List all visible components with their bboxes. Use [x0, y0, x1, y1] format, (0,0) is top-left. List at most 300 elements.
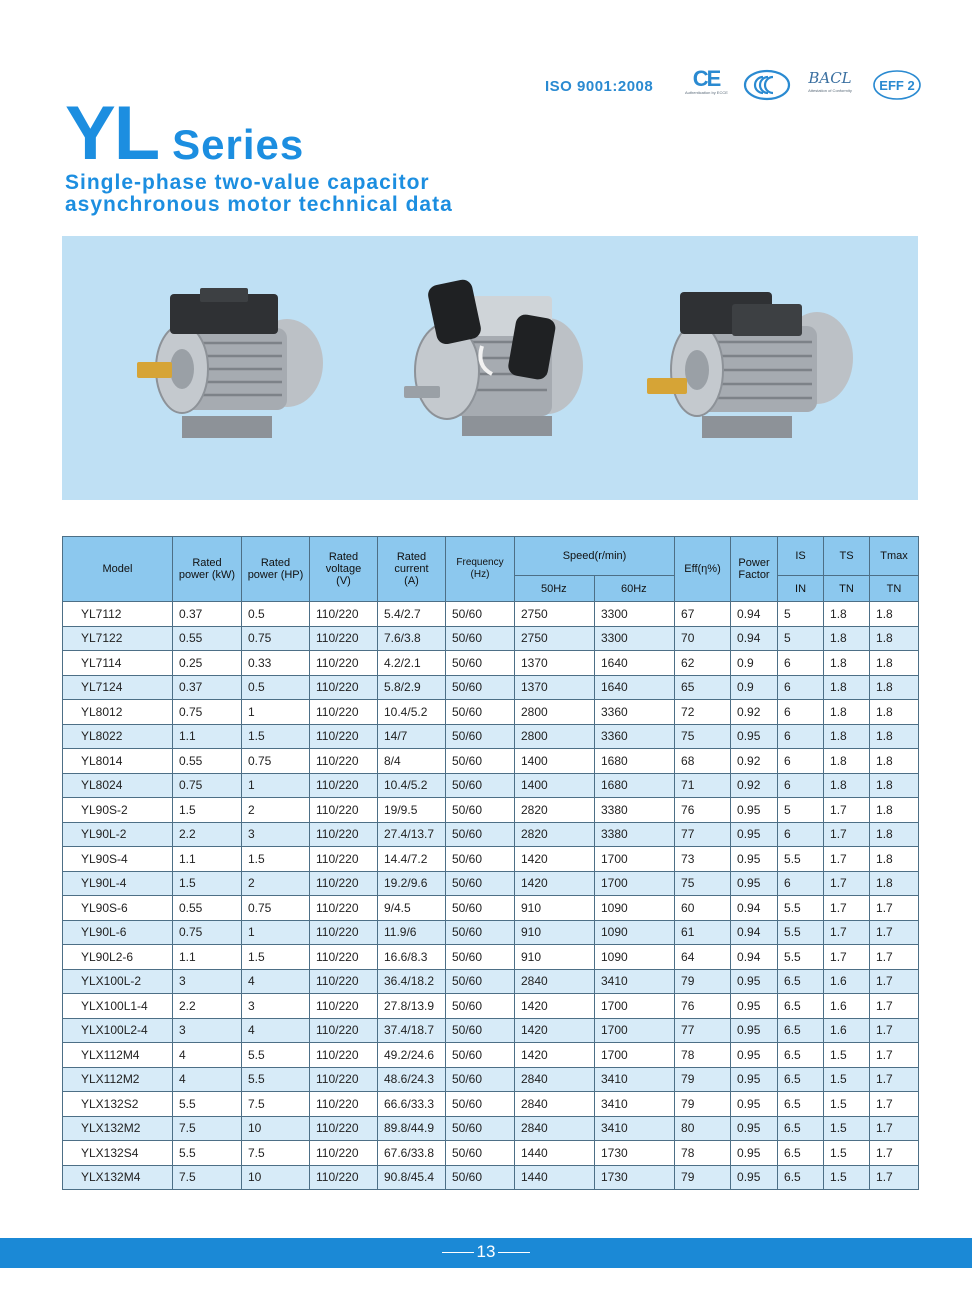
table-cell: 0.92 [731, 700, 778, 725]
table-cell: 50/60 [446, 749, 515, 774]
table-cell: 110/220 [310, 1165, 378, 1190]
table-cell: 0.95 [731, 994, 778, 1019]
header-current-line2: current [394, 563, 429, 575]
table-cell: 5 [778, 798, 824, 823]
table-cell: 1.8 [870, 847, 919, 872]
table-cell: 2840 [515, 969, 595, 994]
table-cell: 1700 [595, 1018, 675, 1043]
table-cell: 0.37 [173, 602, 242, 627]
bacl-logo [795, 68, 865, 93]
table-cell: 1.8 [824, 651, 870, 676]
table-cell: 6 [778, 822, 824, 847]
table-cell: 50/60 [446, 920, 515, 945]
table-cell: 6.5 [778, 1043, 824, 1068]
header-power-hp-line2: power (HP) [247, 569, 304, 581]
table-cell: 3360 [595, 700, 675, 725]
table-cell: 7.5 [242, 1092, 310, 1117]
page-number-line-left [442, 1252, 474, 1253]
table-cell: 50/60 [446, 1165, 515, 1190]
table-cell: YL7124 [63, 675, 173, 700]
table-cell: 910 [515, 896, 595, 921]
table-cell: 50/60 [446, 994, 515, 1019]
table-cell: 50/60 [446, 1043, 515, 1068]
table-cell: 2820 [515, 822, 595, 847]
table-cell: 3410 [595, 969, 675, 994]
header-current-line3: (A) [404, 575, 419, 587]
table-cell: YL90L-2 [63, 822, 173, 847]
table-cell: 0.94 [731, 945, 778, 970]
table-cell: 68 [675, 749, 731, 774]
page-subtitle [65, 172, 453, 216]
table-cell: 78 [675, 1141, 731, 1166]
table-cell: 2800 [515, 700, 595, 725]
table-cell: 0.37 [173, 675, 242, 700]
table-cell: YL7112 [63, 602, 173, 627]
table-cell: 6 [778, 724, 824, 749]
table-cell: 2800 [515, 724, 595, 749]
table-cell: 27.8/13.9 [378, 994, 446, 1019]
table-cell: 1.5 [824, 1092, 870, 1117]
header-ts-tn: TN [824, 576, 870, 602]
table-cell: 1.8 [870, 822, 919, 847]
table-cell: 1 [242, 920, 310, 945]
header-power-hp-line1: Rated [260, 557, 291, 569]
iso-label: ISO 9001:2008 [545, 78, 654, 95]
table-cell: 76 [675, 994, 731, 1019]
table-cell: 110/220 [310, 871, 378, 896]
table-cell: 110/220 [310, 1116, 378, 1141]
table-cell: 75 [675, 724, 731, 749]
table-cell: 6.5 [778, 994, 824, 1019]
table-cell: 10 [242, 1165, 310, 1190]
header-speed-50hz: 50Hz [515, 576, 595, 602]
header-frequency-line2: (Hz) [470, 569, 490, 580]
table-cell: 3 [173, 969, 242, 994]
table-cell: 110/220 [310, 798, 378, 823]
table-cell: 1.7 [824, 920, 870, 945]
table-row [63, 700, 919, 725]
table-cell: 6.5 [778, 1116, 824, 1141]
header-tmax-tn: TN [870, 576, 919, 602]
motor-image-3 [642, 288, 857, 453]
table-cell: 3 [242, 822, 310, 847]
table-cell: 1420 [515, 1018, 595, 1043]
table-row [63, 871, 919, 896]
table-cell: 110/220 [310, 994, 378, 1019]
table-cell: 1440 [515, 1141, 595, 1166]
table-cell: 1.8 [870, 724, 919, 749]
table-cell: 0.5 [242, 675, 310, 700]
table-cell: 4.2/2.1 [378, 651, 446, 676]
table-cell: 2 [242, 798, 310, 823]
ce-caption: Authentication by ECCE [685, 90, 728, 95]
table-cell: 65 [675, 675, 731, 700]
table-cell: 1680 [595, 773, 675, 798]
table-cell: 0.94 [731, 896, 778, 921]
table-cell: 50/60 [446, 1092, 515, 1117]
subtitle-line-1: Single-phase two-value capacitor [65, 171, 430, 194]
table-cell: 1.7 [824, 847, 870, 872]
table-cell: 4 [173, 1067, 242, 1092]
table-cell: 50/60 [446, 822, 515, 847]
table-cell: 1.5 [824, 1116, 870, 1141]
table-cell: 50/60 [446, 1116, 515, 1141]
table-cell: 1.8 [824, 700, 870, 725]
table-cell: YL8024 [63, 773, 173, 798]
header-is: IS [778, 537, 824, 576]
table-cell: 5.5 [173, 1141, 242, 1166]
table-cell: 1.8 [824, 773, 870, 798]
table-cell: 50/60 [446, 1141, 515, 1166]
table-cell: 1.5 [242, 724, 310, 749]
table-cell: 1.7 [824, 945, 870, 970]
table-cell: 5.5 [778, 920, 824, 945]
table-cell: 0.92 [731, 773, 778, 798]
table-cell: YLX112M2 [63, 1067, 173, 1092]
table-cell: 77 [675, 822, 731, 847]
table-cell: 0.25 [173, 651, 242, 676]
table-cell: YLX100L2-4 [63, 1018, 173, 1043]
table-cell: 2750 [515, 626, 595, 651]
table-cell: 1730 [595, 1165, 675, 1190]
header-voltage-line3: (V) [336, 575, 351, 587]
table-cell: 3380 [595, 822, 675, 847]
table-cell: 80 [675, 1116, 731, 1141]
table-cell: 71 [675, 773, 731, 798]
table-cell: 1400 [515, 749, 595, 774]
table-cell: 1.5 [824, 1067, 870, 1092]
table-row [63, 1018, 919, 1043]
header-voltage [310, 537, 378, 602]
table-cell: 5.4/2.7 [378, 602, 446, 627]
header-current-line1: Rated [396, 551, 427, 563]
table-cell: YLX132M4 [63, 1165, 173, 1190]
table-cell: 78 [675, 1043, 731, 1068]
table-row [63, 651, 919, 676]
table-cell: 1.5 [173, 871, 242, 896]
table-cell: 1.6 [824, 969, 870, 994]
table-cell: 110/220 [310, 1018, 378, 1043]
table-cell: 1.7 [870, 1165, 919, 1190]
table-row [63, 626, 919, 651]
table-row [63, 749, 919, 774]
table-cell: 1420 [515, 1043, 595, 1068]
table-cell: 1420 [515, 871, 595, 896]
table-cell: 0.95 [731, 847, 778, 872]
table-cell: 4 [173, 1043, 242, 1068]
table-row [63, 822, 919, 847]
header-model: Model [63, 537, 173, 602]
header-power-kw-line2: power (kW) [178, 569, 236, 581]
header-power-factor [731, 537, 778, 602]
table-cell: 2840 [515, 1116, 595, 1141]
table-cell: 50/60 [446, 651, 515, 676]
table-cell: 4 [242, 969, 310, 994]
table-cell: 10.4/5.2 [378, 773, 446, 798]
table-body [63, 602, 919, 1190]
table-cell: 1.5 [824, 1165, 870, 1190]
table-cell: 3300 [595, 602, 675, 627]
table-cell: YLX112M4 [63, 1043, 173, 1068]
page-number-wrap [0, 1242, 972, 1262]
table-cell: 50/60 [446, 847, 515, 872]
table-cell: 50/60 [446, 1018, 515, 1043]
header-current [378, 537, 446, 602]
table-cell: 110/220 [310, 651, 378, 676]
table-cell: 0.95 [731, 1092, 778, 1117]
table-cell: 50/60 [446, 724, 515, 749]
header-voltage-line1: Rated [328, 551, 359, 563]
table-cell: 89.8/44.9 [378, 1116, 446, 1141]
table-cell: 3410 [595, 1092, 675, 1117]
table-cell: 0.55 [173, 896, 242, 921]
table-cell: 0.95 [731, 1116, 778, 1141]
table-row [63, 1067, 919, 1092]
motor-image-1 [132, 288, 327, 453]
eff2-mark: EFF 2 [879, 78, 915, 93]
table-cell: 0.95 [731, 1018, 778, 1043]
table-cell: 77 [675, 1018, 731, 1043]
table-cell: 1700 [595, 871, 675, 896]
table-cell: 50/60 [446, 969, 515, 994]
table-cell: 1.7 [824, 822, 870, 847]
table-cell: 1.7 [870, 1018, 919, 1043]
header-eff: Eff(η%) [675, 537, 731, 602]
table-cell: 8/4 [378, 749, 446, 774]
table-cell: 1090 [595, 896, 675, 921]
header-pf-line1: Power [738, 557, 770, 569]
header-tmax: Tmax [870, 537, 919, 576]
table-cell: 50/60 [446, 675, 515, 700]
page-footer [0, 1238, 972, 1268]
table-cell: 14.4/7.2 [378, 847, 446, 872]
table-cell: 1700 [595, 994, 675, 1019]
table-cell: 19.2/9.6 [378, 871, 446, 896]
table-cell: 60 [675, 896, 731, 921]
table-cell: 50/60 [446, 871, 515, 896]
table-cell: YLX132M2 [63, 1116, 173, 1141]
table-cell: YL90L-4 [63, 871, 173, 896]
table-cell: 2840 [515, 1092, 595, 1117]
table-cell: 7.6/3.8 [378, 626, 446, 651]
table-row [63, 602, 919, 627]
table-cell: 1.7 [870, 920, 919, 945]
table-cell: 66.6/33.3 [378, 1092, 446, 1117]
table-cell: 1730 [595, 1141, 675, 1166]
table-cell: 110/220 [310, 822, 378, 847]
table-cell: 1420 [515, 847, 595, 872]
table-cell: 37.4/18.7 [378, 1018, 446, 1043]
table-cell: 6 [778, 871, 824, 896]
table-cell: YL90L-6 [63, 920, 173, 945]
table-row [63, 773, 919, 798]
table-cell: 1.8 [870, 871, 919, 896]
eff2-logo [872, 68, 922, 107]
table-cell: 0.33 [242, 651, 310, 676]
table-cell: 1640 [595, 675, 675, 700]
table-cell: 1.6 [824, 994, 870, 1019]
table-cell: 27.4/13.7 [378, 822, 446, 847]
header-voltage-line2: voltage [325, 563, 362, 575]
table-cell: YLX132S2 [63, 1092, 173, 1117]
table-cell: 1.1 [173, 945, 242, 970]
table-cell: 0.95 [731, 969, 778, 994]
table-cell: 3410 [595, 1067, 675, 1092]
table-cell: 6 [778, 749, 824, 774]
table-cell: YLX132S4 [63, 1141, 173, 1166]
table-cell: 6 [778, 700, 824, 725]
table-cell: 1.7 [870, 994, 919, 1019]
table-cell: 0.95 [731, 822, 778, 847]
table-cell: 1.8 [824, 675, 870, 700]
table-cell: 1.7 [870, 1141, 919, 1166]
header-speed-60hz: 60Hz [595, 576, 675, 602]
table-cell: 79 [675, 969, 731, 994]
table-cell: 67 [675, 602, 731, 627]
table-cell: 36.4/18.2 [378, 969, 446, 994]
table-cell: 110/220 [310, 969, 378, 994]
table-cell: 5.5 [778, 896, 824, 921]
table-cell: 1680 [595, 749, 675, 774]
table-cell: 2840 [515, 1067, 595, 1092]
title-series: Series [172, 121, 305, 168]
table-cell: 0.75 [173, 700, 242, 725]
table-cell: 79 [675, 1067, 731, 1092]
product-banner [62, 236, 918, 500]
subtitle-line-2: asynchronous motor technical data [65, 193, 453, 216]
table-row [63, 994, 919, 1019]
table-cell: 1.7 [870, 1067, 919, 1092]
table-cell: 6.5 [778, 1067, 824, 1092]
table-cell: 3360 [595, 724, 675, 749]
table-cell: 6 [778, 773, 824, 798]
table-cell: 0.92 [731, 749, 778, 774]
table-cell: 110/220 [310, 1092, 378, 1117]
table-cell: 2820 [515, 798, 595, 823]
table-cell: 70 [675, 626, 731, 651]
table-row [63, 920, 919, 945]
table-cell: 2 [242, 871, 310, 896]
table-cell: 10.4/5.2 [378, 700, 446, 725]
bacl-caption: Attestation of Conformity [808, 88, 852, 93]
table-cell: 1090 [595, 945, 675, 970]
table-cell: 1.5 [242, 847, 310, 872]
table-cell: 64 [675, 945, 731, 970]
table-row [63, 1092, 919, 1117]
table-cell: 2750 [515, 602, 595, 627]
table-cell: 0.94 [731, 920, 778, 945]
table-cell: 5.5 [242, 1043, 310, 1068]
table-cell: 73 [675, 847, 731, 872]
table-cell: 1.8 [870, 675, 919, 700]
table-cell: 50/60 [446, 1067, 515, 1092]
table-cell: 6.5 [778, 1165, 824, 1190]
table-cell: 6.5 [778, 969, 824, 994]
table-cell: 110/220 [310, 749, 378, 774]
table-cell: 76 [675, 798, 731, 823]
table-cell: 1 [242, 700, 310, 725]
table-cell: 0.75 [242, 896, 310, 921]
table-cell: 0.9 [731, 651, 778, 676]
table-cell: 90.8/45.4 [378, 1165, 446, 1190]
table-cell: 1.7 [824, 871, 870, 896]
table-cell: 1.8 [824, 602, 870, 627]
table-cell: 3300 [595, 626, 675, 651]
header-pf-line2: Factor [738, 569, 770, 581]
table-cell: YL8014 [63, 749, 173, 774]
table-cell: 7.5 [173, 1165, 242, 1190]
table-row [63, 1116, 919, 1141]
table-cell: 110/220 [310, 602, 378, 627]
table-cell: YL90S-4 [63, 847, 173, 872]
table-cell: 110/220 [310, 1043, 378, 1068]
table-cell: 0.95 [731, 1165, 778, 1190]
table-cell: 7.5 [242, 1141, 310, 1166]
ce-mark: CE [692, 66, 720, 91]
table-cell: 1.8 [870, 700, 919, 725]
table-cell: 4 [242, 1018, 310, 1043]
table-row [63, 1165, 919, 1190]
table-cell: 5.5 [778, 847, 824, 872]
table-cell: 2.2 [173, 994, 242, 1019]
table-cell: 19/9.5 [378, 798, 446, 823]
table-cell: 1.7 [870, 1043, 919, 1068]
table-cell: 67.6/33.8 [378, 1141, 446, 1166]
table-cell: 0.95 [731, 1043, 778, 1068]
table-cell: 72 [675, 700, 731, 725]
table-cell: 110/220 [310, 945, 378, 970]
header-power-kw-line1: Rated [192, 557, 222, 569]
table-cell: 0.9 [731, 675, 778, 700]
table-cell: 50/60 [446, 896, 515, 921]
table-cell: 48.6/24.3 [378, 1067, 446, 1092]
table-cell: 0.75 [173, 773, 242, 798]
table-cell: 0.95 [731, 724, 778, 749]
motor-image-2 [402, 276, 602, 456]
table-row [63, 1043, 919, 1068]
table-cell: YL7114 [63, 651, 173, 676]
page-title [65, 90, 304, 177]
table-row [63, 969, 919, 994]
table-cell: YLX100L1-4 [63, 994, 173, 1019]
table-cell: 1.8 [870, 651, 919, 676]
table-cell: 5 [778, 626, 824, 651]
table-cell: 1370 [515, 675, 595, 700]
table-cell: 3410 [595, 1116, 675, 1141]
header-in: IN [778, 576, 824, 602]
table-cell: 1.8 [870, 798, 919, 823]
header-power-hp [242, 537, 310, 602]
table-cell: 62 [675, 651, 731, 676]
table-cell: YL90S-6 [63, 896, 173, 921]
table-cell: 0.95 [731, 1141, 778, 1166]
table-cell: 5.5 [778, 945, 824, 970]
table-cell: 0.95 [731, 798, 778, 823]
table-cell: 11.9/6 [378, 920, 446, 945]
table-cell: 1.8 [824, 724, 870, 749]
technical-data-table [62, 536, 919, 1190]
table-cell: 110/220 [310, 675, 378, 700]
table-cell: YL8022 [63, 724, 173, 749]
ce-logo [685, 68, 727, 102]
table-cell: 1.6 [824, 1018, 870, 1043]
table-row [63, 945, 919, 970]
table-cell: 14/7 [378, 724, 446, 749]
table-cell: 1090 [595, 920, 675, 945]
table-cell: 16.6/8.3 [378, 945, 446, 970]
table-cell: 1.7 [870, 1116, 919, 1141]
table-cell: 7.5 [173, 1116, 242, 1141]
